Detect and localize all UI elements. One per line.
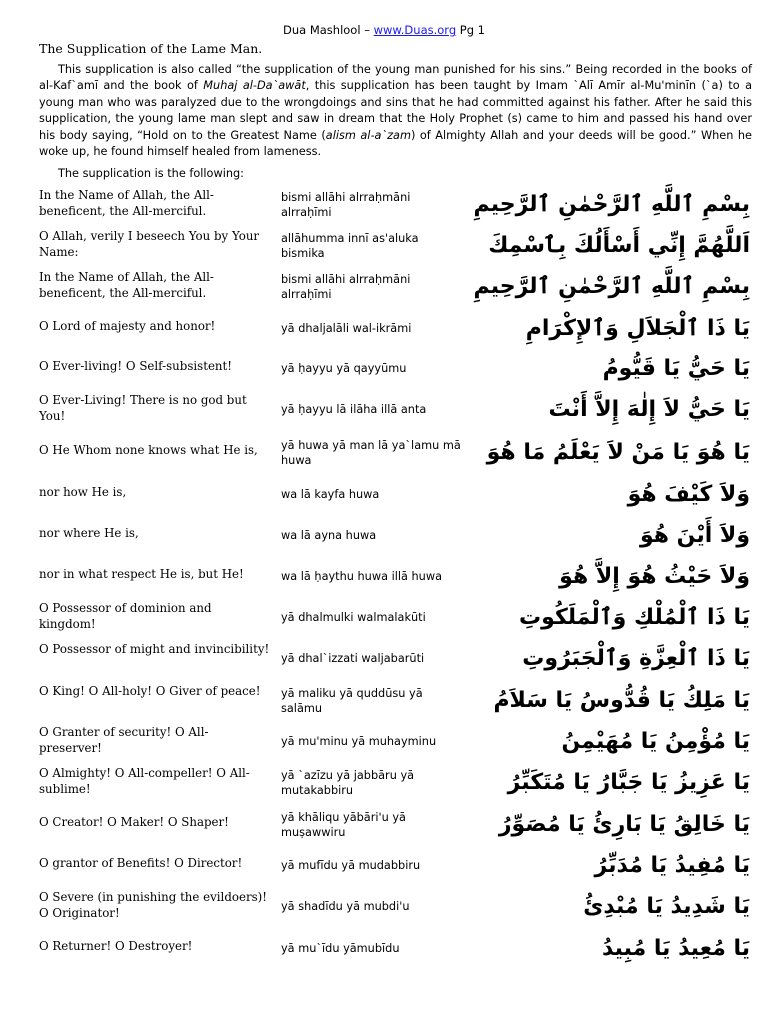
arabic-text: يَا مُفِيدُ يَا مُدَبِّرُ bbox=[594, 853, 750, 878]
english-translation: O grantor of Benefits! O Director! bbox=[39, 856, 243, 870]
transliteration: yā `azīzu yā jabbāru yā mutakabbiru bbox=[281, 769, 415, 798]
arabic-text: يَا مَلِكُ يَا قُدُّوسُ يَا سَلاَمُ bbox=[493, 688, 750, 713]
english-translation: O Possessor of dominion and kingdom! bbox=[39, 601, 212, 631]
transliteration: bismi allāhi alrraḥmāni alrraḥīmi bbox=[281, 273, 411, 302]
transliteration: wa lā ḥaythu huwa illā huwa bbox=[281, 570, 442, 583]
transliteration: yā mu`īdu yāmubīdu bbox=[281, 942, 400, 955]
intro-text-1: This supplication is also called “the supplication of the young man punished for his sins.” Being recorded in the books of al-Kaf`amī and the book of bbox=[39, 63, 752, 93]
arabic-text: يَا مُعِيدُ يَا مُبِيدُ bbox=[601, 936, 750, 961]
page-number: Pg 1 bbox=[456, 23, 486, 37]
intro-text-2: , this supplication has been taught by Imam `Alī Amīr al-Mu'minīn (`a) to a young man who was paralyzed due to the wrongdoings and sins that he had committed against his father. After he said this supplication, the young lame man slept and saw in dream that the Holy Prophet (s) came to him and passed his hand over his body saying, “Hold on to the Greatest Name ( bbox=[39, 79, 752, 142]
arabic-text: وَلاَ كَيْفَ هُوَ bbox=[627, 482, 750, 507]
arabic-text: يَا عَزِيزُ يَا جَبَّارُ يَا مُتَكَبِّرُ bbox=[507, 770, 750, 795]
transliteration: wa lā kayfa huwa bbox=[281, 488, 380, 501]
duas-link[interactable]: www.Duas.org bbox=[373, 23, 457, 37]
transliteration: wa lā ayna huwa bbox=[281, 529, 377, 542]
arabic-text: بِسْمِ ٱللَّهِ ٱلرَّحْمٰنِ ٱلرَّحِيمِ bbox=[473, 274, 750, 299]
english-translation: O Almighty! O All-compeller! O All-sublime! bbox=[39, 766, 250, 796]
arabic-text: يَا ذَا ٱلْمُلْكِ وَٱلْمَلَكُوتِ bbox=[519, 605, 750, 630]
transliteration: yā huwa yā man lā ya`lamu mā huwa bbox=[281, 439, 461, 468]
intro-paragraph bbox=[39, 62, 752, 160]
english-translation: In the Name of Allah, the All-beneficent, the All-merciful. bbox=[39, 270, 214, 300]
arabic-text: يَا ذَا ٱلْعِزَّةِ وَٱلْجَبَرُوتِ bbox=[522, 646, 750, 671]
transliteration: yā ḥayyu lā ilāha illā anta bbox=[281, 403, 427, 416]
english-translation: nor in what respect He is, but He! bbox=[39, 567, 244, 581]
english-translation: O Creator! O Maker! O Shaper! bbox=[39, 815, 229, 829]
transliteration: yā dhalmulki walmalakūti bbox=[281, 611, 426, 624]
english-translation: O Returner! O Destroyer! bbox=[39, 939, 193, 953]
transliteration: yā dhal`izzati waljabarūti bbox=[281, 652, 425, 665]
english-translation: O Lord of majesty and honor! bbox=[39, 319, 216, 333]
transliteration: yā maliku yā quddūsu yā salāmu bbox=[281, 687, 423, 716]
english-translation: O Ever-living! O Self-subsistent! bbox=[39, 359, 233, 373]
transliteration: yā khāliqu yābāri'u yā muṣawwiru bbox=[281, 811, 406, 840]
transliteration: yā mufīdu yā mudabbiru bbox=[281, 859, 421, 872]
english-translation: In the Name of Allah, the All-beneficent, the All-merciful. bbox=[39, 188, 214, 218]
english-translation: O Ever-Living! There is no god but You! bbox=[39, 393, 247, 423]
transliteration: yā dhaljalāli wal-ikrāmi bbox=[281, 322, 412, 335]
intro-text-3: ) of Almighty Allah and your deeds will be good.” When he woke up, he found himself healed from lameness. bbox=[39, 128, 752, 159]
arabic-text: يَا حَيُّ لاَ إِلٰهَ إِلاَّ أَنْتَ bbox=[548, 397, 750, 422]
intro-book-title: Muhaj al-Da`awāt bbox=[203, 79, 306, 93]
english-translation: O Possessor of might and invincibility! bbox=[39, 642, 270, 656]
header-title: Dua Mashlool – bbox=[282, 23, 374, 37]
english-translation: nor where He is, bbox=[39, 526, 139, 540]
supplication-lead: The supplication is the following: bbox=[58, 167, 244, 180]
arabic-text: وَلاَ حَيْثُ هُوَ إِلاَّ هُوَ bbox=[559, 564, 750, 589]
english-translation: O Allah, verily I beseech You by Your Name: bbox=[39, 229, 260, 259]
arabic-text: يَا خَالِقُ يَا بَارِئُ يَا مُصَوِّرُ bbox=[498, 812, 750, 837]
transliteration: yā shadīdu yā mubdi'u bbox=[281, 900, 410, 913]
transliteration: yā ḥayyu yā qayyūmu bbox=[281, 362, 407, 375]
arabic-text: يَا شَدِيدُ يَا مُبْدِئُ bbox=[583, 894, 750, 919]
intro-greatest-name: alism al-a`zam bbox=[325, 128, 411, 142]
english-translation: nor how He is, bbox=[39, 485, 127, 499]
english-translation: O He Whom none knows what He is, bbox=[39, 443, 258, 457]
page-header bbox=[0, 23, 768, 37]
arabic-text: يَا مُؤْمِنُ يَا مُهَيْمِنُ bbox=[561, 729, 750, 754]
arabic-text: يَا هُوَ يَا مَنْ لاَ يَعْلَمُ مَا هُوَ bbox=[486, 440, 750, 465]
arabic-text: وَلاَ أَيْنَ هُوَ bbox=[639, 523, 750, 548]
arabic-text: بِسْمِ ٱللَّهِ ٱلرَّحْمٰنِ ٱلرَّحِيمِ bbox=[473, 192, 750, 217]
english-translation: O King! O All-holy! O Giver of peace! bbox=[39, 684, 261, 698]
transliteration: bismi allāhi alrraḥmāni alrraḥīmi bbox=[281, 191, 411, 220]
english-translation: O Granter of security! O All-preserver! bbox=[39, 725, 209, 755]
arabic-text: يَا ذَا ٱلْجَلاَلِ وَٱلإِكْرَامِ bbox=[525, 316, 750, 341]
transliteration: yā mu'minu yā muhayminu bbox=[281, 735, 437, 748]
english-translation: O Severe (in punishing the evildoers)! O Originator! bbox=[39, 890, 268, 920]
transliteration: allāhumma innī as'aluka bismika bbox=[281, 232, 419, 261]
arabic-text: يَا حَيُّ يَا قَيُّومُ bbox=[602, 356, 750, 381]
arabic-text: اَللَّهُمَّ إِنِّي أَسْأَلُكَ بِٱسْمِكَ bbox=[488, 233, 750, 258]
document-title: The Supplication of the Lame Man. bbox=[39, 41, 263, 56]
